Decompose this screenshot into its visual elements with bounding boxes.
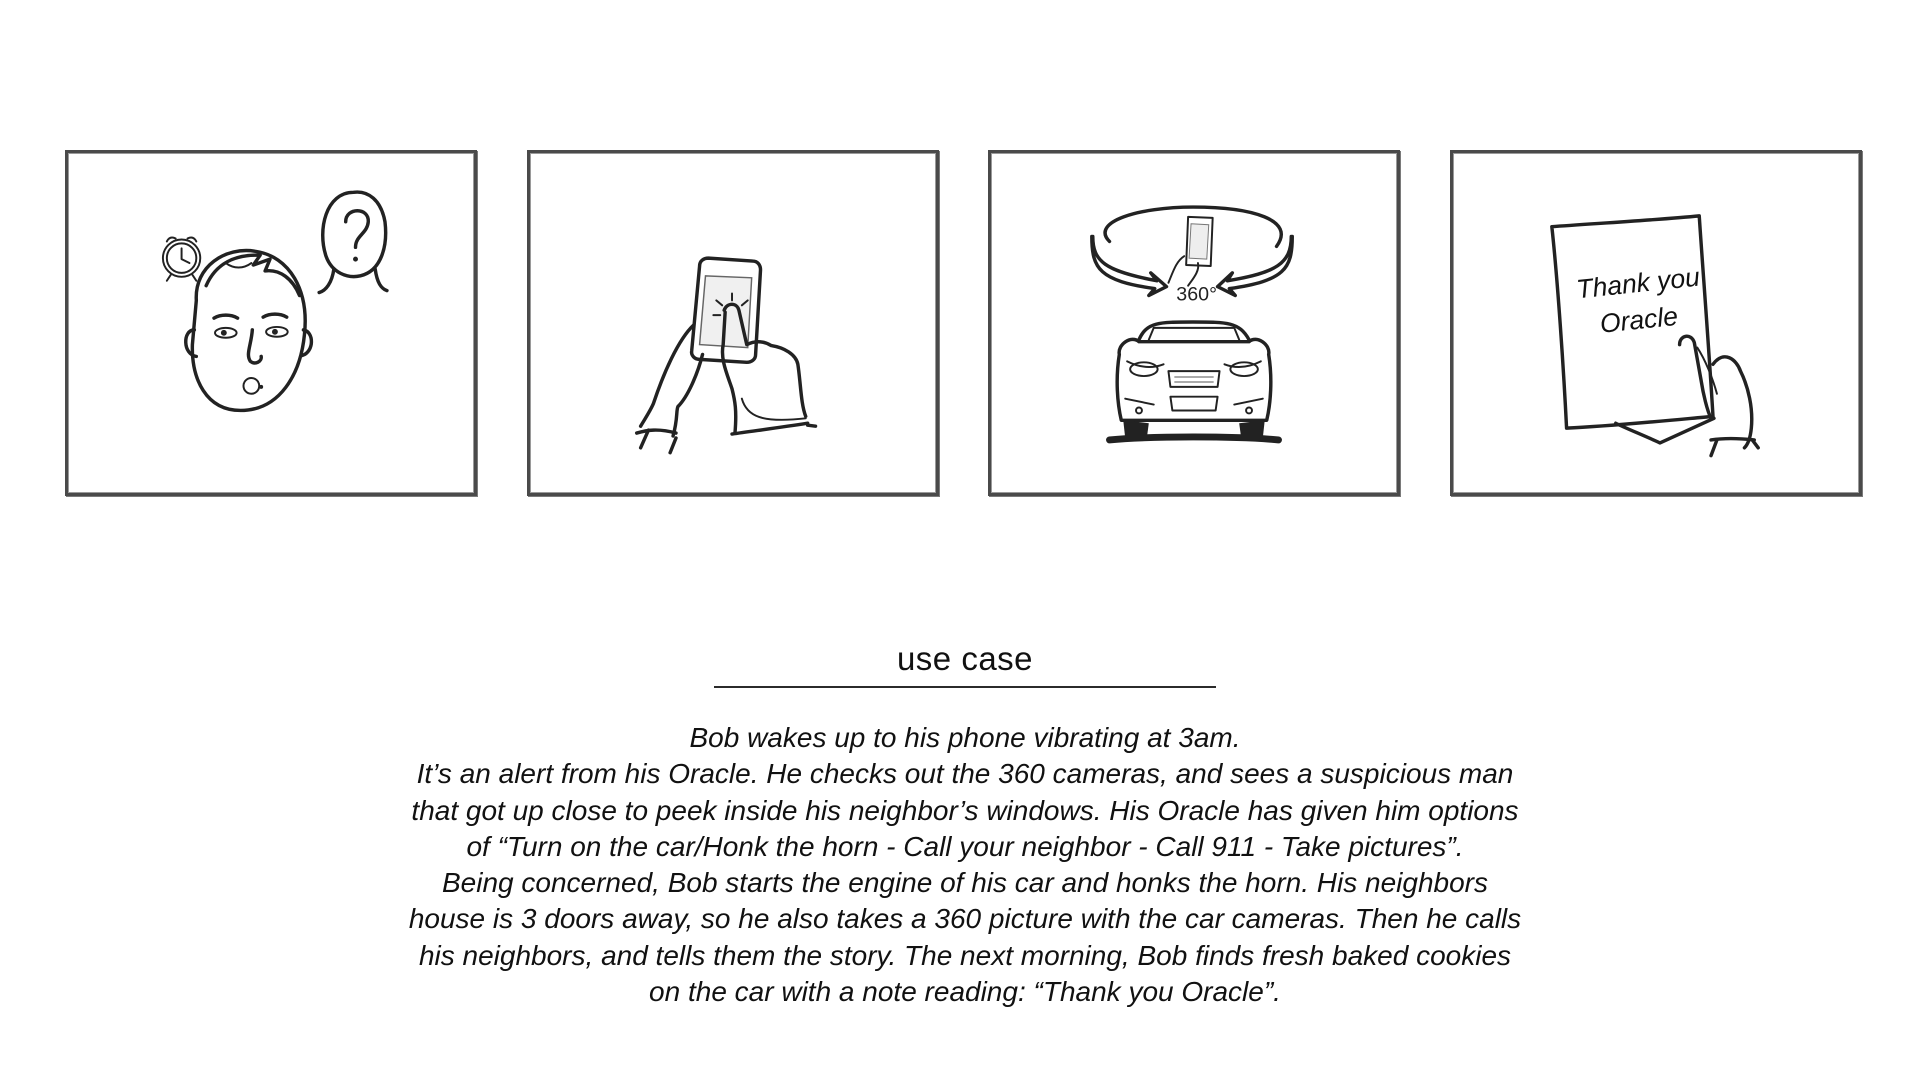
phone-alert-illustration [530,153,936,493]
rotation-360-label: 360° [1176,283,1217,306]
story-line: It’s an alert from his Oracle. He checks out the 360 cameras, and sees a suspicious man [416,758,1514,790]
story-line: of “Turn on the car/Honk the horn - Call your neighbor - Call 911 - Take pictures”. [466,830,1464,862]
hands-holding-phone-icon [637,258,816,453]
alarm-clock-icon [163,238,200,281]
story-line: his neighbors, and tells them the story. The next morning, Bob finds fresh baked cookies [418,939,1512,971]
title-underline [714,686,1216,688]
note-paper-icon [1552,216,1714,443]
surprised-face-icon [186,251,312,411]
story-line: Bob wakes up to his phone vibrating at 3am. [689,722,1241,753]
use-case-story [340,720,1590,1010]
hand-with-phone-icon [1168,217,1212,286]
note-line-1: Thank you [1574,261,1702,305]
story-line: that got up close to peek inside his neighbor’s windows. His Oracle has given him options [411,794,1519,826]
thank-you-note-illustration [1453,153,1859,493]
note-line-2: Oracle [1598,300,1680,339]
question-head-icon [319,192,387,292]
storyboard-panel-wake-up [65,150,477,496]
section-title: use case [896,640,1034,677]
storyboard-panel-360-cameras [988,150,1400,496]
hand-icon [1680,336,1759,455]
camera-360-illustration [991,153,1397,493]
wake-up-illustration [68,153,474,493]
storyboard-panel-phone-alert [527,150,939,496]
storyboard-panel-thank-you-note [1450,150,1862,496]
story-line: on the car with a note reading: “Thank you Oracle”. [649,976,1281,1008]
story-line: Being concerned, Bob starts the engine of his car and honks the horn. His neighbors [442,867,1488,899]
car-front-icon [1109,322,1278,440]
story-line: house is 3 doors away, so he also takes a 360 picture with the car cameras. Then he calls [408,903,1522,935]
